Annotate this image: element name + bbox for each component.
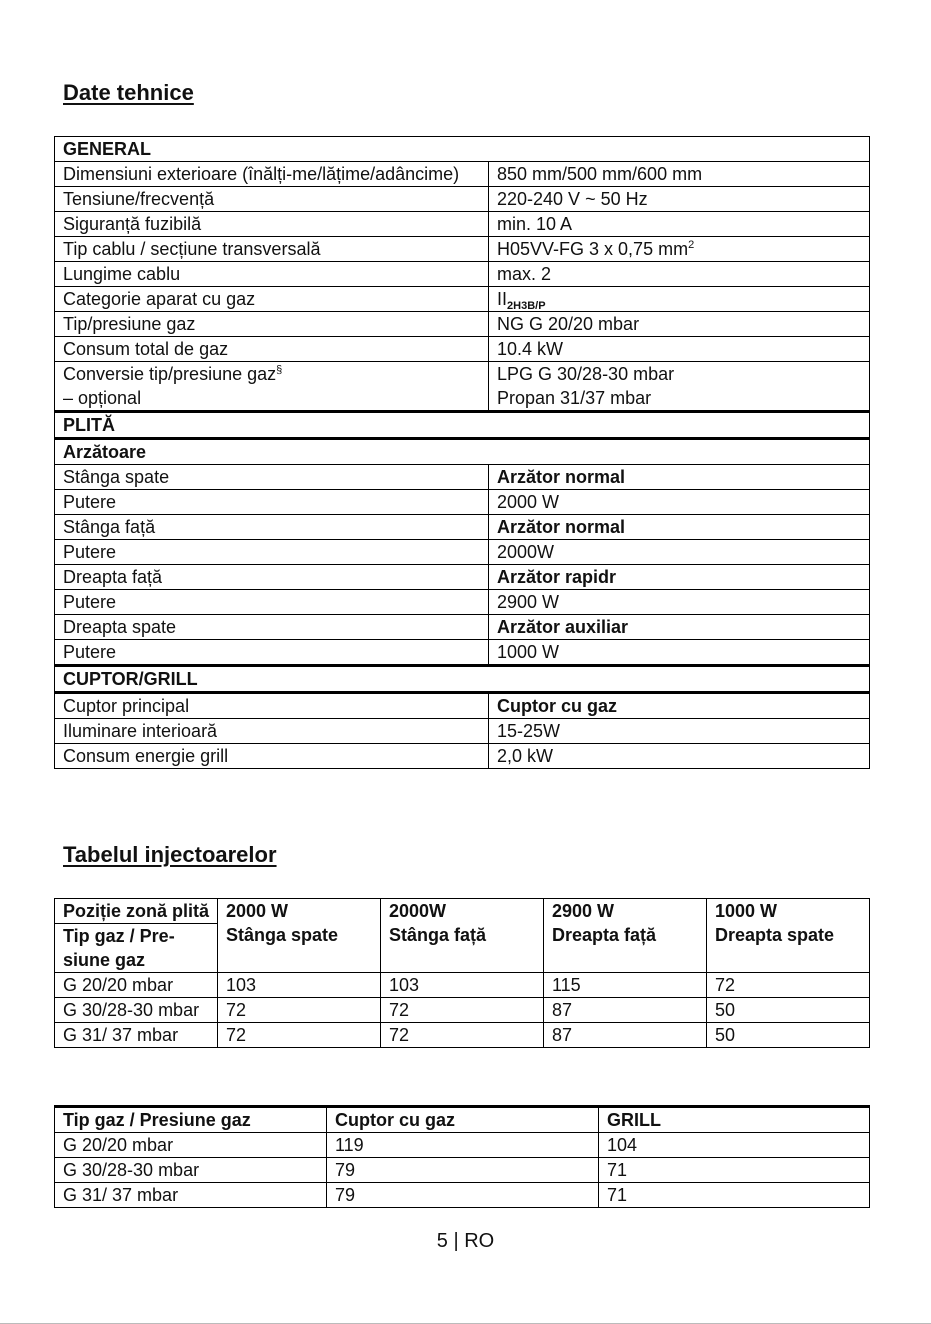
page-number: 5 | RO (436, 1230, 495, 1252)
row-value (489, 362, 870, 412)
table-row (55, 744, 870, 769)
table-row (55, 362, 870, 412)
row-label: Iluminare interioară (55, 719, 489, 744)
value-line: LPG G 30/28-30 mbar (497, 364, 675, 384)
row-label: Stânga față (55, 515, 489, 540)
section-header-hob (55, 412, 870, 439)
footnote-mark: § (276, 364, 283, 376)
table-row (55, 1133, 870, 1158)
table-cell: 72 (218, 998, 381, 1023)
table-header-row (55, 1107, 870, 1133)
table-cell: 87 (544, 1023, 707, 1048)
row-label: Dreapta spate (55, 615, 489, 640)
table-row (55, 590, 870, 615)
column-header: Tip gaz / Presiune gaz (55, 1107, 327, 1133)
table-row (55, 640, 870, 666)
table-row (55, 465, 870, 490)
table-row (55, 187, 870, 212)
column-header: 2000 W Stânga spate (218, 899, 381, 973)
section-subheader-burners (55, 439, 870, 465)
table-row (55, 337, 870, 362)
row-value: 850 mm/500 mm/600 mm (489, 162, 870, 187)
row-label: Tip cablu / secțiune transversală (55, 237, 489, 262)
category-value: II (497, 289, 508, 309)
row-value: 2000 W (489, 490, 870, 515)
oven-header: CUPTOR/GRILL (55, 666, 870, 693)
general-header: GENERAL (55, 137, 870, 162)
row-value: Arzător rapidr (489, 565, 870, 590)
label-line: Conversie tip/presiune gaz§ (63, 364, 283, 384)
table-cell: 72 (218, 1023, 381, 1048)
gas-type-cell: G 30/28-30 mbar (55, 998, 218, 1023)
row-label (55, 362, 489, 412)
table-row (55, 287, 870, 312)
table-row (55, 998, 870, 1023)
row-value: 2000W (489, 540, 870, 565)
section-header-general (55, 137, 870, 162)
table-cell: 72 (381, 1023, 544, 1048)
table-row (55, 1023, 870, 1048)
row-value: 10.4 kW (489, 337, 870, 362)
column-header: 2900 W Dreapta față (544, 899, 707, 973)
row-value: 1000 W (489, 640, 870, 666)
table-cell: 103 (381, 973, 544, 998)
table-cell: 79 (327, 1158, 599, 1183)
row-label: Tensiune/frecvență (55, 187, 489, 212)
row-label: Consum energie grill (55, 744, 489, 769)
row-value: Arzător auxiliar (489, 615, 870, 640)
table-cell: 71 (599, 1183, 870, 1208)
subscript: 2H3B/P (507, 300, 546, 312)
corner-header-top: Poziție zonă plită (55, 899, 218, 924)
section-header-oven (55, 666, 870, 693)
row-label: Putere (55, 540, 489, 565)
row-label: Siguranță fuzibilă (55, 212, 489, 237)
table-cell: 72 (707, 973, 870, 998)
table-header-row (55, 899, 870, 924)
row-label: Stânga spate (55, 465, 489, 490)
row-value: 2,0 kW (489, 744, 870, 769)
gas-type-cell: G 20/20 mbar (55, 973, 218, 998)
table-cell: 50 (707, 1023, 870, 1048)
superscript: 2 (688, 239, 695, 251)
table-row (55, 1158, 870, 1183)
row-label: Cuptor principal (55, 693, 489, 719)
label-line: – opțional (63, 388, 142, 408)
table-row (55, 212, 870, 237)
row-label: Consum total de gaz (55, 337, 489, 362)
gas-type-cell: G 31/ 37 mbar (55, 1183, 327, 1208)
row-value (489, 287, 870, 312)
injectors-oven-table (54, 1105, 870, 1208)
table-row (55, 515, 870, 540)
column-header: 2000W Stânga față (381, 899, 544, 973)
row-value: NG G 20/20 mbar (489, 312, 870, 337)
row-label: Categorie aparat cu gaz (55, 287, 489, 312)
table-row (55, 540, 870, 565)
injectors-title: Tabelul injectoarelor (63, 842, 277, 867)
row-value: Cuptor cu gaz (489, 693, 870, 719)
cable-value: H05VV-FG 3 x 0,75 mm (497, 239, 689, 259)
table-row (55, 615, 870, 640)
burners-subheader: Arzătoare (55, 439, 870, 465)
gas-type-cell: G 31/ 37 mbar (55, 1023, 218, 1048)
row-label: Dreapta față (55, 565, 489, 590)
table-cell: 79 (327, 1183, 599, 1208)
table-cell: 72 (381, 998, 544, 1023)
table-row (55, 237, 870, 262)
table-cell: 87 (544, 998, 707, 1023)
table-row (55, 262, 870, 287)
column-header: 1000 W Dreapta spate (707, 899, 870, 973)
corner-header-bottom: Tip gaz / Pre-siune gaz (55, 924, 218, 973)
table-row (55, 719, 870, 744)
row-label: Tip/presiune gaz (55, 312, 489, 337)
table-row (55, 973, 870, 998)
column-header: Cuptor cu gaz (327, 1107, 599, 1133)
injectors-hob-table (54, 898, 870, 1048)
gas-type-cell: G 30/28-30 mbar (55, 1158, 327, 1183)
row-value: 220-240 V ~ 50 Hz (489, 187, 870, 212)
gas-type-cell: G 20/20 mbar (55, 1133, 327, 1158)
row-value: 15-25W (489, 719, 870, 744)
row-value (489, 237, 870, 262)
row-value: 2900 W (489, 590, 870, 615)
row-label: Putere (55, 490, 489, 515)
row-value: max. 2 (489, 262, 870, 287)
row-label: Dimensiuni exterioare (înălți-me/lățime/adâncime) (55, 162, 489, 187)
row-value: min. 10 A (489, 212, 870, 237)
row-label: Lungime cablu (55, 262, 489, 287)
table-cell: 71 (599, 1158, 870, 1183)
hob-header: PLITĂ (55, 412, 870, 439)
row-value: Arzător normal (489, 465, 870, 490)
table-cell: 103 (218, 973, 381, 998)
table-cell: 119 (327, 1133, 599, 1158)
page-title: Date tehnice (63, 80, 194, 105)
table-row (55, 565, 870, 590)
tech-data-table (54, 136, 870, 769)
table-row (55, 693, 870, 719)
table-row (55, 162, 870, 187)
table-cell: 104 (599, 1133, 870, 1158)
row-value: Arzător normal (489, 515, 870, 540)
table-cell: 50 (707, 998, 870, 1023)
table-cell: 115 (544, 973, 707, 998)
row-label: Putere (55, 590, 489, 615)
table-row (55, 312, 870, 337)
column-header: GRILL (599, 1107, 870, 1133)
value-line: Propan 31/37 mbar (497, 388, 652, 408)
table-row (55, 1183, 870, 1208)
table-row (55, 490, 870, 515)
row-label: Putere (55, 640, 489, 666)
